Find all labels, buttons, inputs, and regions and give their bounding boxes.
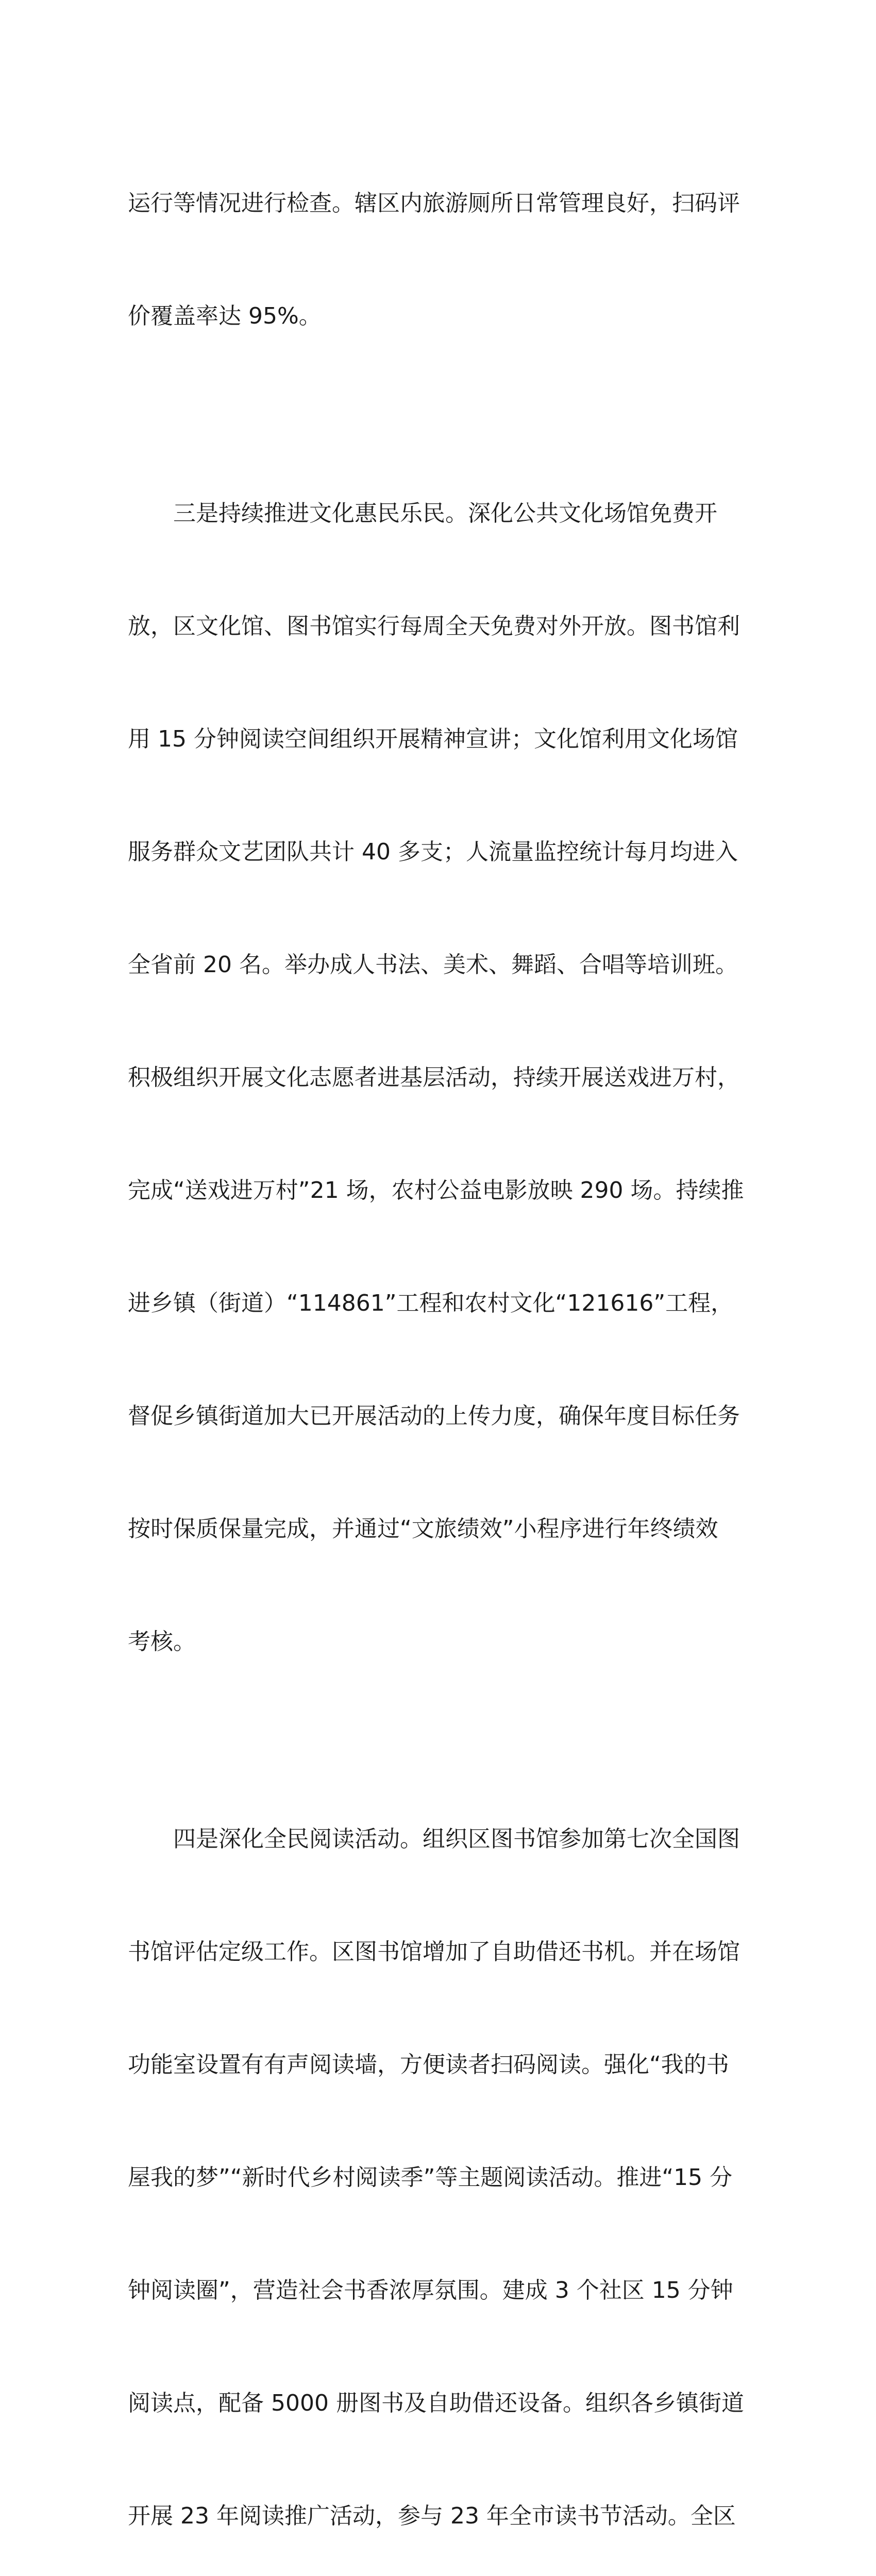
text-line: 完成“送戏进万村”21 场，农村公益电影放映 290 场。持续推 bbox=[128, 1177, 744, 1204]
text-line: 积极组织开展文化志愿者进基层活动，持续开展送戏进万村， bbox=[128, 1064, 740, 1091]
text-line: 运行等情况进行检查。辖区内旅游厕所日常管理良好，扫码评 bbox=[128, 190, 740, 216]
paragraph-1 bbox=[128, 109, 746, 410]
paragraph-3 bbox=[128, 1745, 746, 2576]
text-line: 服务群众文艺团队共计 40 多支；人流量监控统计每月均进入 bbox=[128, 839, 738, 865]
paragraph-2 bbox=[128, 419, 746, 1736]
text-line: 阅读点，配备 5000 册图书及自助借还设备。组织各乡镇街道 bbox=[128, 2390, 744, 2416]
text-line: 三是持续推进文化惠民乐民。深化公共文化场馆免费开 bbox=[173, 500, 717, 527]
text-line: 屋我的梦”“新时代乡村阅读季”等主题阅读活动。推进“15 分 bbox=[128, 2164, 733, 2191]
text-line: 放，区文化馆、图书馆实行每周全天免费对外开放。图书馆利 bbox=[128, 613, 740, 639]
text-line: 四是深化全民阅读活动。组织区图书馆参加第七次全国图 bbox=[173, 1826, 740, 1852]
text-line: 考核。 bbox=[128, 1629, 196, 1655]
text-line: 价覆盖率达 95%。 bbox=[128, 303, 322, 329]
text-line: 按时保质保量完成，并通过“文旅绩效”小程序进行年终绩效 bbox=[128, 1516, 718, 1542]
text-line: 书馆评估定级工作。区图书馆增加了自助借还书机。并在场馆 bbox=[128, 1939, 740, 1965]
text-line: 督促乡镇街道加大已开展活动的上传力度，确保年度目标任务 bbox=[128, 1403, 740, 1429]
text-line: 钟阅读圈”，营造社会书香浓厚氛围。建成 3 个社区 15 分钟 bbox=[128, 2277, 733, 2303]
text-line: 功能室设置有有声阅读墙，方便读者扫码阅读。强化“我的书 bbox=[128, 2052, 729, 2078]
text-line: 全省前 20 名。举办成人书法、美术、舞蹈、合唱等培训班。 bbox=[128, 952, 738, 978]
document-body bbox=[128, 109, 746, 2576]
text-line: 开展 23 年阅读推广活动，参与 23 年全市读书节活动。全区 bbox=[128, 2503, 736, 2529]
text-line: 进乡镇（街道）“114861”工程和农村文化“121616”工程， bbox=[128, 1290, 734, 1316]
text-line: 用 15 分钟阅读空间组织开展精神宣讲；文化馆利用文化场馆 bbox=[128, 726, 738, 752]
